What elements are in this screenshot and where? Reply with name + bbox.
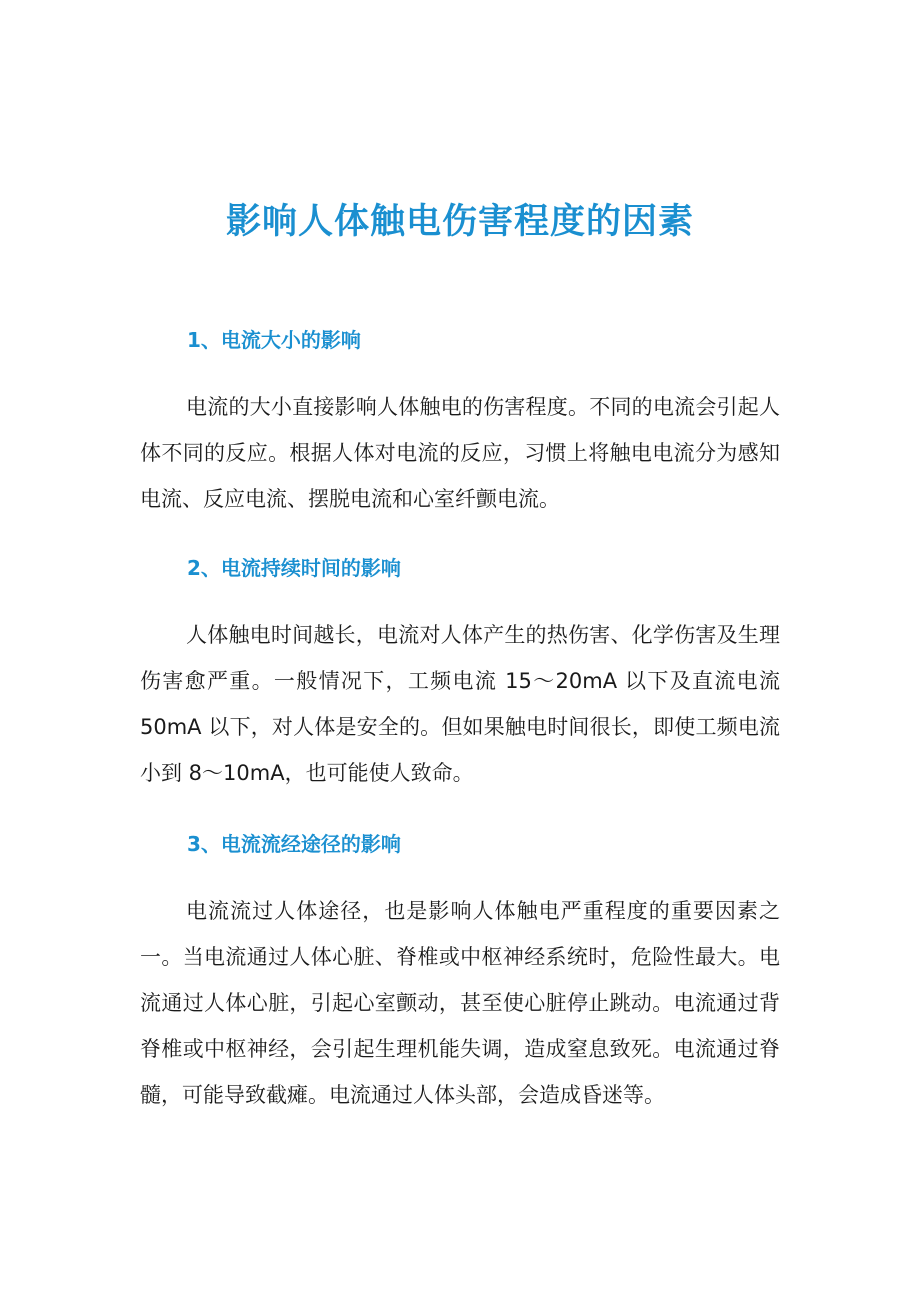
section-heading-current-magnitude: 1、电流大小的影响 — [187, 328, 361, 352]
section-body-current-magnitude: 电流的大小直接影响人体触电的伤害程度。不同的电流会引起人体不同的反应。根据人体对电流的反应，习惯上将触电电流分为感知电流、反应电流、摆脱电流和心室纤颤电流。 — [140, 395, 780, 511]
section-body-current-path: 电流流过人体途径，也是影响人体触电严重程度的重要因素之一。当电流通过人体心脏、脊椎或中枢神经系统时，危险性最大。电流通过人体心脏，引起心室颤动，甚至使心脏停止跳动。电流通过背脊椎或中枢神经，会引起生理机能失调，造成窒息致死。电流通过脊髓，可能导致截瘫。电流通过人体头部，会造成昏迷等。 — [140, 899, 780, 1107]
section-heading-current-path: 3、电流流经途径的影响 — [187, 832, 401, 856]
section-heading-current-duration: 2、电流持续时间的影响 — [187, 556, 401, 580]
section-body-current-duration: 人体触电时间越长，电流对人体产生的热伤害、化学伤害及生理伤害愈严重。一般情况下，工频电流 15～20mA 以下及直流电流 50mA 以下，对人体是安全的。但如果触电时间很长，即使工频电流小到 8～10mA，也可能使人致命。 — [140, 623, 780, 785]
page-title: 影响人体触电伤害程度的因素 — [225, 202, 694, 242]
